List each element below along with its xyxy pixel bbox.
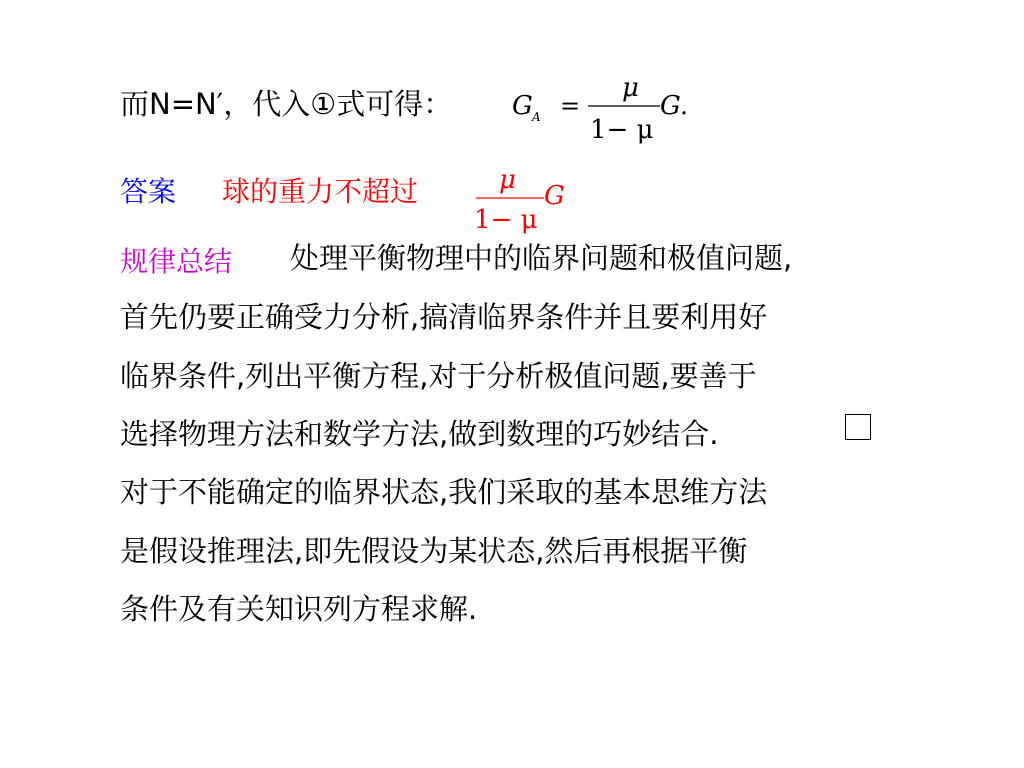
square-outline-icon [845,414,871,440]
formula-equals: = [560,92,581,120]
formula-rhs: G. [660,91,689,121]
summary-line: 条件及有关知识列方程求解. [120,592,478,626]
formula-denominator: 1− μ [590,115,654,145]
summary-label: 规律总结 [120,245,233,278]
summary-line: 对于不能确定的临界状态,我们采取的基本思维方法 [120,475,768,509]
summary-line: 是假设推理法,即先假设为某状态,然后再根据平衡 [120,534,748,568]
main-formula [510,68,700,148]
answer-text: 球的重力不超过 [222,175,419,208]
summary-line: 临界条件,列出平衡方程,对于分析极值问题,要善于 [120,359,757,393]
formula-lhs-subscript: A [532,110,541,124]
answer-label: 答案 [120,175,177,208]
answer-denominator: 1− μ [474,205,538,235]
derivation-line: 而N=N′，代入①式可得： [120,87,453,121]
summary-line: 首先仍要正确受力分析,搞清临界条件并且要利用好 [120,300,768,334]
summary-line: 选择物理方法和数学方法,做到数理的巧妙结合. [120,417,719,451]
answer-formula [472,160,582,240]
answer-numerator: μ [499,165,516,195]
summary-line: 处理平衡物理中的临界问题和极值问题, [290,241,793,275]
formula-lhs: G [512,91,533,121]
answer-suffix: G [544,181,565,211]
formula-numerator: μ [622,73,639,103]
